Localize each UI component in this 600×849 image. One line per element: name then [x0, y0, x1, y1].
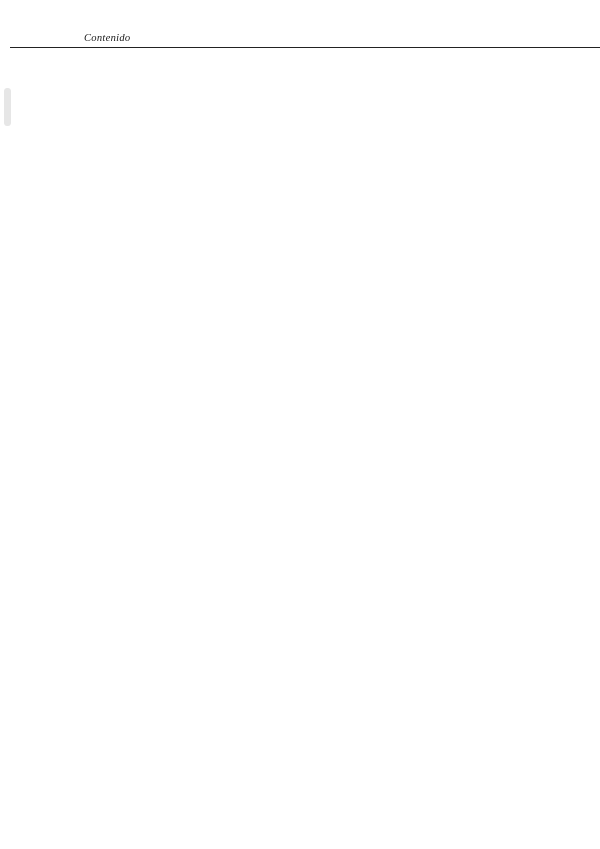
header-rule [10, 47, 600, 48]
running-header: Contenido [84, 33, 131, 44]
scan-smudge [4, 88, 11, 126]
